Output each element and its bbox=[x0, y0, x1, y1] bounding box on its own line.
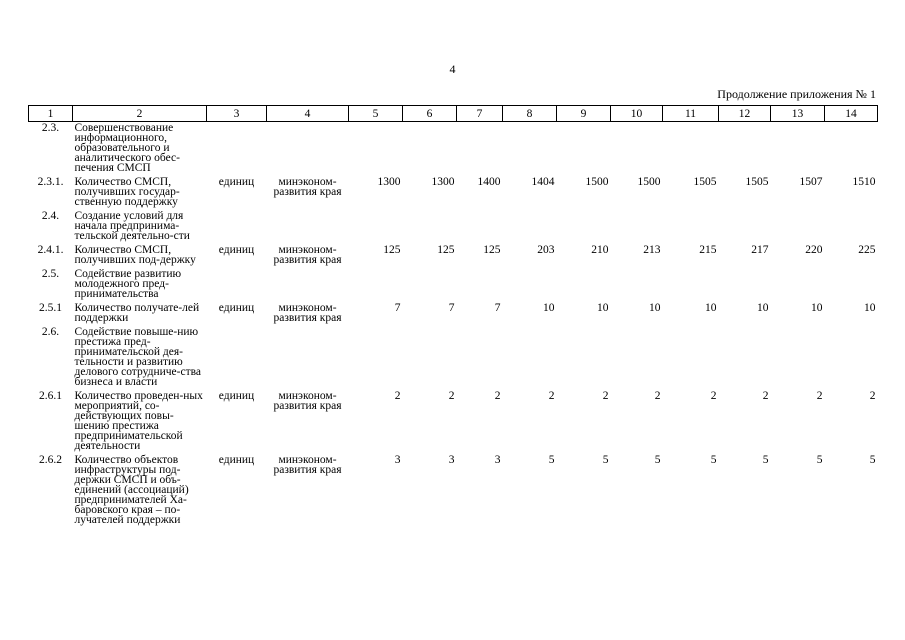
value-cell bbox=[349, 268, 403, 302]
value-cell: 1505 bbox=[745, 176, 769, 188]
value-cell: 1510 bbox=[852, 176, 876, 188]
value-cell bbox=[557, 326, 611, 390]
value-cell: 10 bbox=[757, 302, 769, 314]
indicator-row bbox=[29, 176, 878, 210]
indicator-row bbox=[29, 244, 878, 268]
value-cell bbox=[663, 122, 719, 177]
value-cell bbox=[403, 210, 457, 244]
column-header-11: 11 bbox=[663, 106, 719, 122]
row-number: 2.6.1 bbox=[39, 390, 62, 402]
indicator-row bbox=[29, 302, 878, 326]
row-responsible bbox=[267, 268, 349, 302]
value-cell bbox=[719, 122, 771, 177]
row-responsible: минэконом-развития края bbox=[273, 390, 342, 412]
row-number: 2.4. bbox=[41, 210, 60, 222]
row-unit bbox=[207, 326, 267, 390]
value-cell bbox=[557, 210, 611, 244]
value-cell: 217 bbox=[751, 244, 769, 256]
value-cell: 2 bbox=[869, 390, 876, 402]
row-name: Количество СМСП, получивших государ-ственную поддержку bbox=[74, 176, 180, 208]
value-cell bbox=[771, 326, 825, 390]
row-unit bbox=[207, 268, 267, 302]
row-unit: единиц bbox=[218, 390, 255, 402]
value-cell: 7 bbox=[394, 302, 401, 314]
column-header-5: 5 bbox=[349, 106, 403, 122]
value-cell bbox=[825, 268, 878, 302]
value-cell bbox=[825, 122, 878, 177]
value-cell bbox=[611, 122, 663, 177]
value-cell: 10 bbox=[864, 302, 876, 314]
row-name: Создание условий для начала предпринима-тельской деятельно-сти bbox=[74, 210, 190, 242]
row-name: Количество СМСП, получивших под-держку bbox=[74, 244, 196, 266]
value-cell bbox=[349, 210, 403, 244]
row-name: Количество объектов инфраструктуры под-держки СМСП и объ-единений (ассоциаций) предпринимателей Ха-баровского края – по-лучателей поддержки bbox=[74, 454, 189, 526]
value-cell: 10 bbox=[649, 302, 661, 314]
column-header-14: 14 bbox=[825, 106, 878, 122]
value-cell: 125 bbox=[383, 244, 401, 256]
continuation-label: Продолжение приложения № 1 bbox=[717, 87, 876, 101]
value-cell: 5 bbox=[602, 454, 609, 466]
column-header-7: 7 bbox=[457, 106, 503, 122]
value-cell: 5 bbox=[816, 454, 823, 466]
value-cell bbox=[663, 326, 719, 390]
value-cell: 10 bbox=[811, 302, 823, 314]
value-cell bbox=[349, 122, 403, 177]
row-number: 2.5.1 bbox=[39, 302, 62, 314]
value-cell: 1404 bbox=[531, 176, 555, 188]
value-cell: 125 bbox=[483, 244, 501, 256]
value-cell: 2 bbox=[494, 390, 501, 402]
section-row bbox=[29, 326, 878, 390]
value-cell bbox=[557, 268, 611, 302]
row-number: 2.6.2 bbox=[39, 454, 62, 466]
column-header-4: 4 bbox=[267, 106, 349, 122]
row-responsible: минэконом-развития края bbox=[273, 302, 342, 324]
value-cell: 3 bbox=[394, 454, 401, 466]
value-cell: 210 bbox=[591, 244, 609, 256]
value-cell bbox=[457, 122, 503, 177]
value-cell bbox=[611, 210, 663, 244]
row-unit bbox=[207, 122, 267, 177]
value-cell: 2 bbox=[816, 390, 823, 402]
value-cell bbox=[403, 122, 457, 177]
value-cell: 5 bbox=[654, 454, 661, 466]
row-name: Содействие повыше-нию престижа пред-принимательской дея-тельности и развитию делового сотрудниче-ства бизнеса и власти bbox=[74, 326, 201, 388]
value-cell: 3 bbox=[448, 454, 455, 466]
indicator-row bbox=[29, 454, 878, 528]
row-number: 2.6. bbox=[41, 326, 60, 338]
value-cell bbox=[349, 326, 403, 390]
column-header-9: 9 bbox=[557, 106, 611, 122]
appendix-table bbox=[28, 105, 878, 528]
value-cell bbox=[611, 268, 663, 302]
section-row bbox=[29, 268, 878, 302]
column-header-12: 12 bbox=[719, 106, 771, 122]
value-cell: 1500 bbox=[637, 176, 661, 188]
value-cell: 1507 bbox=[799, 176, 823, 188]
row-number: 2.4.1. bbox=[37, 244, 64, 256]
row-responsible bbox=[267, 326, 349, 390]
row-unit: единиц bbox=[218, 302, 255, 314]
column-header-13: 13 bbox=[771, 106, 825, 122]
value-cell: 1400 bbox=[477, 176, 501, 188]
row-responsible bbox=[267, 122, 349, 177]
column-header-1: 1 bbox=[29, 106, 73, 122]
value-cell bbox=[663, 268, 719, 302]
column-header-10: 10 bbox=[611, 106, 663, 122]
value-cell bbox=[719, 210, 771, 244]
row-unit bbox=[207, 210, 267, 244]
row-name: Содействие развитию молодежного пред-принимательства bbox=[74, 268, 182, 300]
value-cell: 5 bbox=[869, 454, 876, 466]
row-name: Совершенствование информационного, образовательного и аналитического обес-печения СМСП bbox=[74, 122, 180, 174]
value-cell: 2 bbox=[548, 390, 555, 402]
value-cell bbox=[825, 210, 878, 244]
value-cell bbox=[503, 268, 557, 302]
value-cell bbox=[403, 268, 457, 302]
value-cell: 213 bbox=[643, 244, 661, 256]
column-header-6: 6 bbox=[403, 106, 457, 122]
page-number: 4 bbox=[449, 62, 456, 76]
column-header-2: 2 bbox=[73, 106, 207, 122]
row-responsible: минэконом-развития края bbox=[273, 244, 342, 266]
value-cell: 2 bbox=[762, 390, 769, 402]
value-cell: 2 bbox=[710, 390, 717, 402]
value-cell bbox=[719, 326, 771, 390]
indicator-row bbox=[29, 390, 878, 454]
value-cell bbox=[457, 268, 503, 302]
row-unit: единиц bbox=[218, 454, 255, 466]
row-name: Количество получате-лей поддержки bbox=[74, 302, 200, 324]
value-cell: 215 bbox=[699, 244, 717, 256]
value-cell: 10 bbox=[543, 302, 555, 314]
value-cell: 2 bbox=[394, 390, 401, 402]
value-cell bbox=[557, 122, 611, 177]
value-cell: 2 bbox=[654, 390, 661, 402]
value-cell: 125 bbox=[437, 244, 455, 256]
table-body bbox=[29, 122, 878, 529]
value-cell bbox=[503, 326, 557, 390]
row-number: 2.5. bbox=[41, 268, 60, 280]
section-row bbox=[29, 122, 878, 177]
value-cell: 5 bbox=[762, 454, 769, 466]
value-cell bbox=[457, 326, 503, 390]
value-cell: 1300 bbox=[377, 176, 401, 188]
value-cell: 3 bbox=[494, 454, 501, 466]
row-number: 2.3.1. bbox=[37, 176, 64, 188]
value-cell: 1300 bbox=[431, 176, 455, 188]
value-cell bbox=[771, 268, 825, 302]
row-name: Количество проведен-ных мероприятий, со-действующих повы-шению престижа предпринимательской деятельности bbox=[74, 390, 203, 452]
column-header-3: 3 bbox=[207, 106, 267, 122]
row-number: 2.3. bbox=[41, 122, 60, 134]
value-cell: 10 bbox=[597, 302, 609, 314]
row-responsible: минэконом-развития края bbox=[273, 176, 342, 198]
value-cell: 5 bbox=[710, 454, 717, 466]
column-header-8: 8 bbox=[503, 106, 557, 122]
row-unit: единиц bbox=[218, 244, 255, 256]
row-responsible: минэконом-развития края bbox=[273, 454, 342, 476]
row-unit: единиц bbox=[218, 176, 255, 188]
value-cell bbox=[719, 268, 771, 302]
value-cell: 203 bbox=[537, 244, 555, 256]
row-responsible bbox=[267, 210, 349, 244]
value-cell bbox=[503, 122, 557, 177]
value-cell bbox=[403, 326, 457, 390]
value-cell: 2 bbox=[602, 390, 609, 402]
value-cell: 225 bbox=[858, 244, 876, 256]
value-cell: 10 bbox=[705, 302, 717, 314]
column-number-header-row bbox=[29, 106, 878, 122]
value-cell: 7 bbox=[494, 302, 501, 314]
value-cell bbox=[503, 210, 557, 244]
value-cell: 220 bbox=[805, 244, 823, 256]
value-cell: 1505 bbox=[693, 176, 717, 188]
value-cell bbox=[611, 326, 663, 390]
value-cell bbox=[663, 210, 719, 244]
value-cell bbox=[771, 210, 825, 244]
value-cell: 2 bbox=[448, 390, 455, 402]
value-cell: 5 bbox=[548, 454, 555, 466]
value-cell bbox=[825, 326, 878, 390]
value-cell bbox=[771, 122, 825, 177]
value-cell bbox=[457, 210, 503, 244]
value-cell: 1500 bbox=[585, 176, 609, 188]
value-cell: 7 bbox=[448, 302, 455, 314]
section-row bbox=[29, 210, 878, 244]
